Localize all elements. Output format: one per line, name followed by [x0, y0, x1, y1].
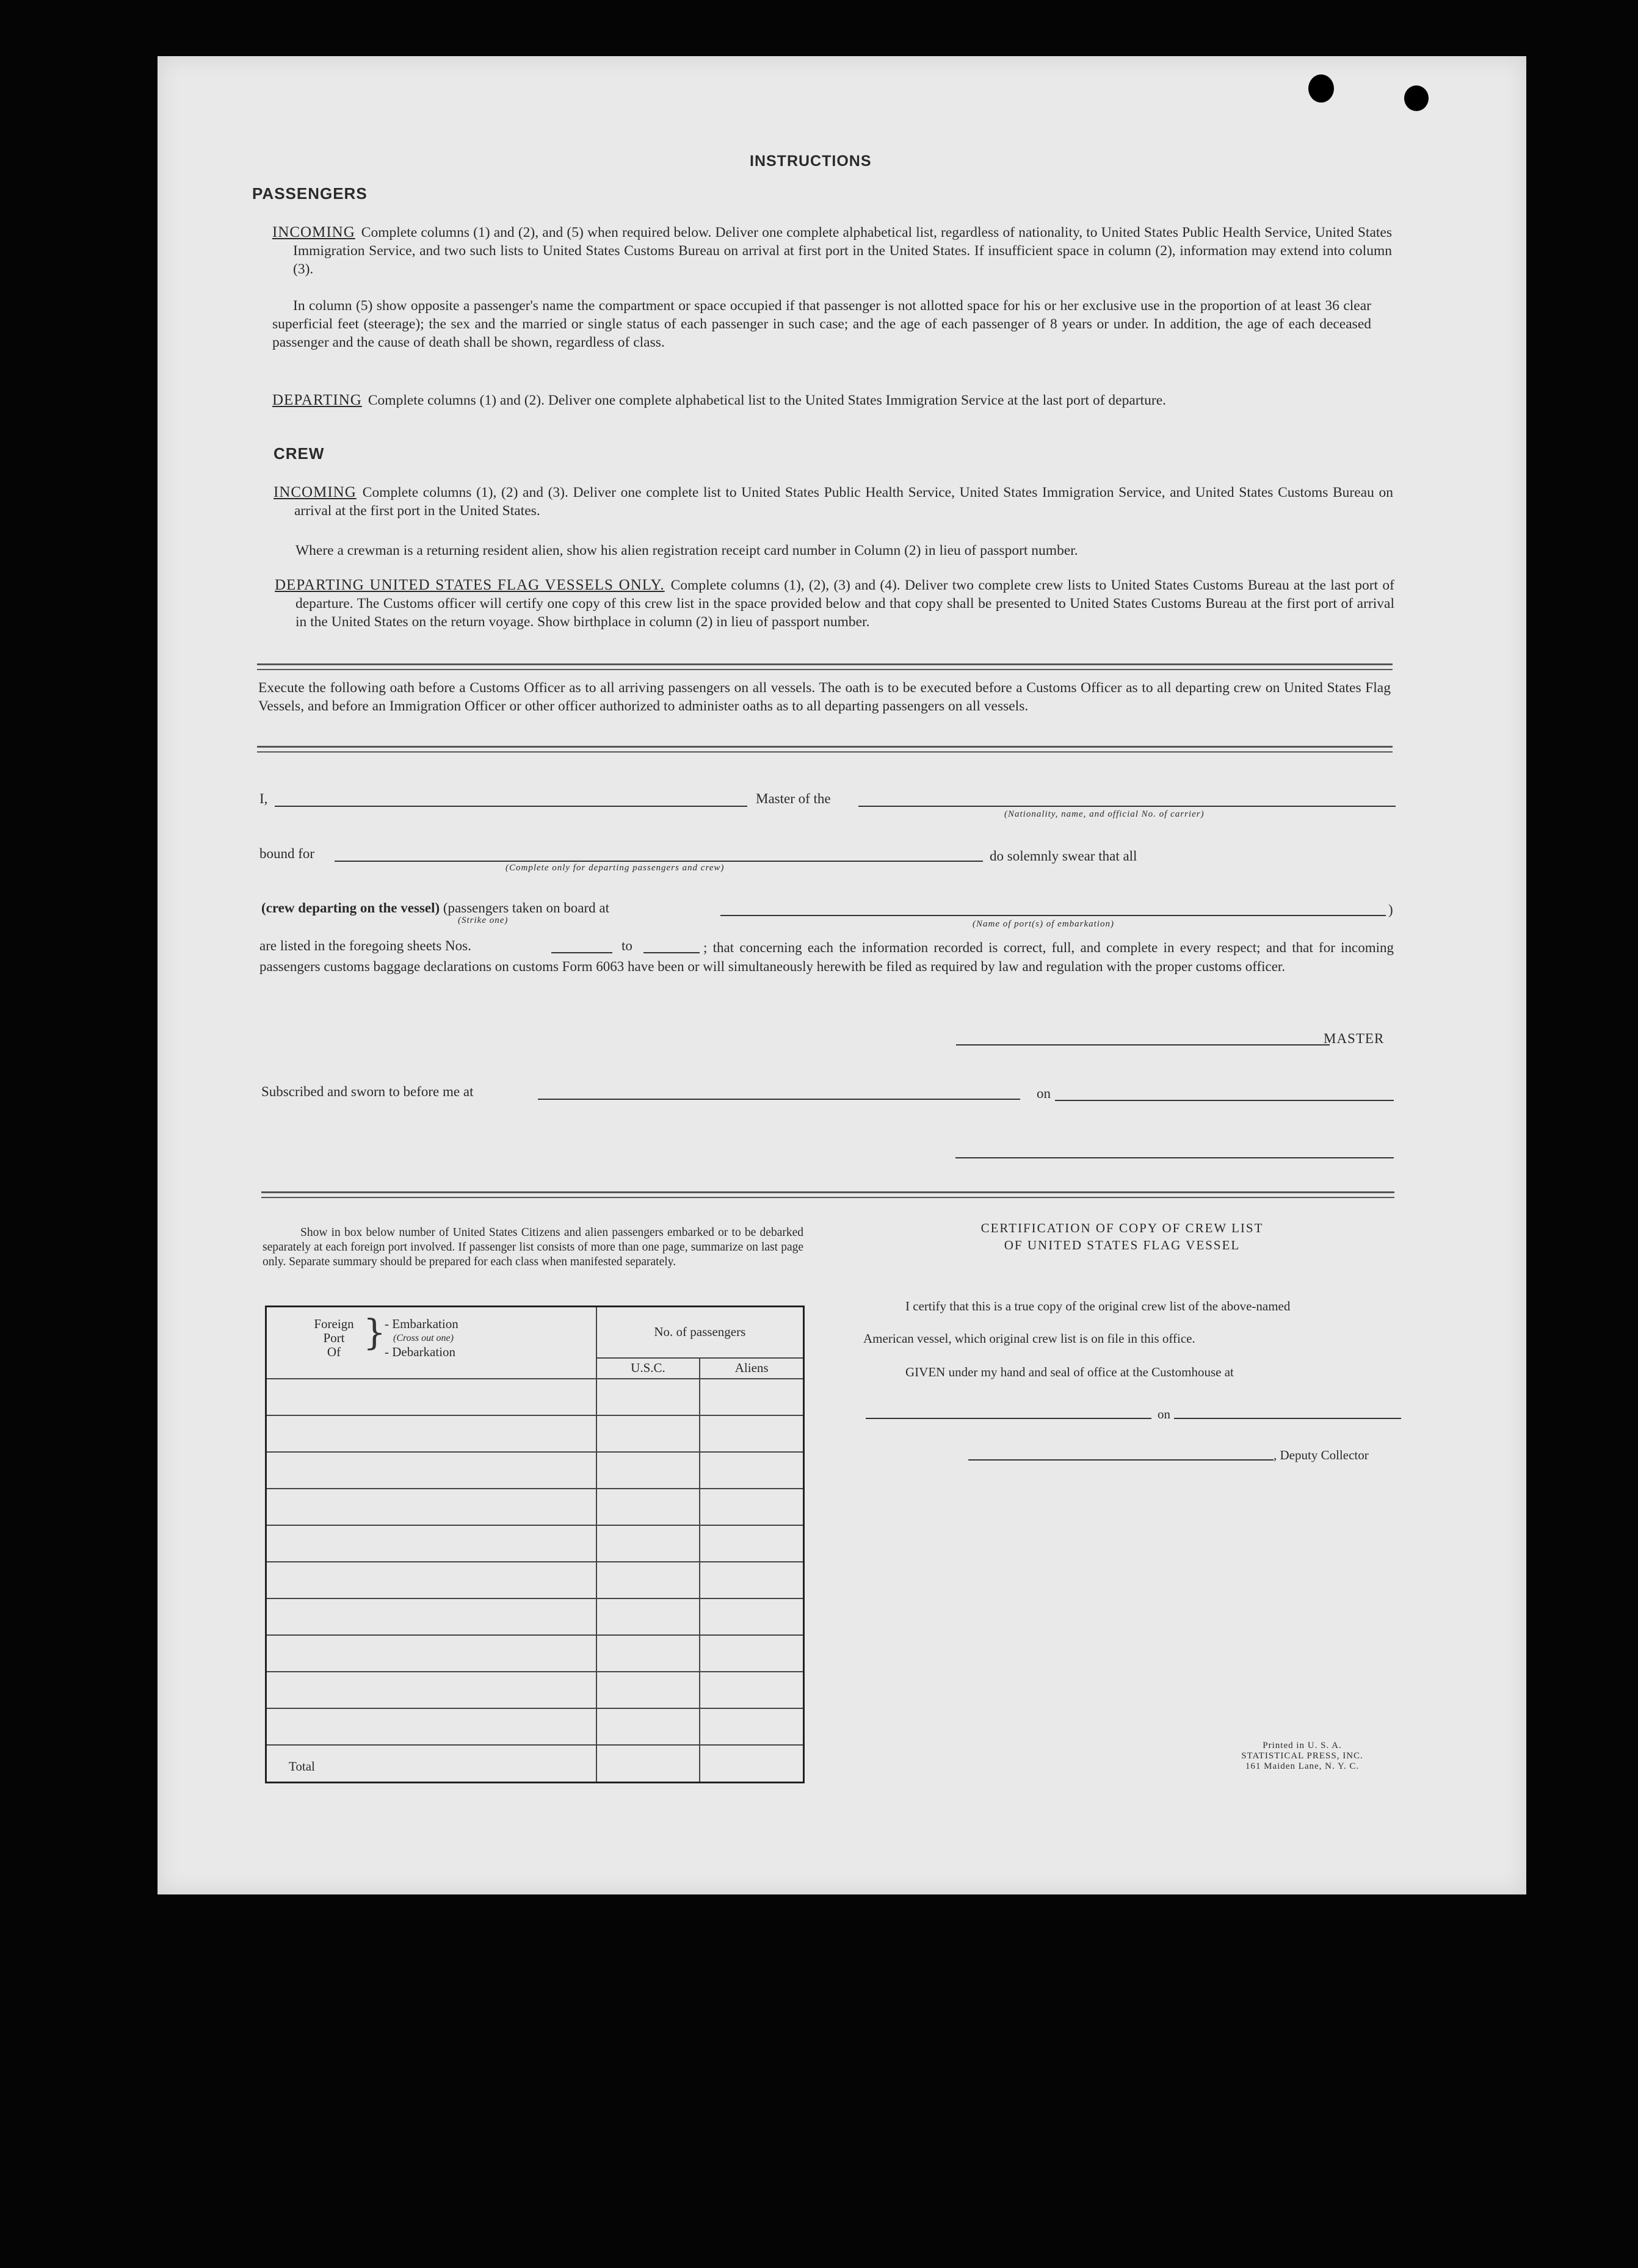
- deputy-collector-label: , Deputy Collector: [1274, 1448, 1369, 1462]
- port-label: Port: [323, 1331, 345, 1345]
- crew-departing-label: DEPARTING UNITED STATES FLAG VESSELS ONLY.: [275, 577, 665, 593]
- crew-incoming-paragraph: [274, 483, 1393, 520]
- aliens-cell[interactable]: [700, 1635, 803, 1672]
- aliens-cell[interactable]: [700, 1489, 803, 1525]
- strike-one-caption: (Strike one): [458, 916, 509, 925]
- embarkation-ports-field[interactable]: [720, 915, 1386, 916]
- deputy-collector-signature-field[interactable]: [968, 1459, 1274, 1461]
- certification-line-2: American vessel, which original crew list is on file in this office.: [863, 1331, 1195, 1346]
- punch-hole: [1308, 74, 1334, 103]
- usc-cell[interactable]: [596, 1708, 700, 1745]
- usc-cell[interactable]: [596, 1489, 700, 1525]
- bound-for-field[interactable]: [335, 861, 983, 862]
- total-row: [266, 1745, 804, 1783]
- subscribed-label: Subscribed and sworn to before me at: [261, 1084, 474, 1099]
- of-label: Of: [327, 1345, 341, 1359]
- crew-resident-paragraph: Where a crewman is a returning resident alien, show his alien registration receipt card number in Column (2) in lieu of passport number.: [295, 543, 1078, 558]
- port-cell[interactable]: [266, 1708, 596, 1745]
- usc-total-cell[interactable]: [596, 1745, 700, 1783]
- passengers-heading: PASSENGERS: [252, 184, 368, 203]
- sworn-on-label: on: [1037, 1086, 1051, 1101]
- aliens-cell[interactable]: [700, 1562, 803, 1598]
- table-row: [266, 1525, 804, 1562]
- passengers-departing-paragraph: [272, 391, 1392, 410]
- usc-cell[interactable]: [596, 1562, 700, 1598]
- aliens-total-cell[interactable]: [700, 1745, 803, 1783]
- customhouse-field[interactable]: [866, 1418, 1151, 1419]
- ports-caption: (Name of port(s) of embarkation): [973, 919, 1114, 929]
- column5-paragraph: In column (5) show opposite a passenger's name the compartment or space occupied if that passenger is not allotted space for his or her exclusive use in the proportion of at least 36 clear superficial feet (steerage); the sex and the married or single status of each passenger in such case; and the age of each passenger of 8 years or under. In addition, the age of each deceased passenger and the cause of death shall be shown, regardless of class.: [272, 298, 1371, 350]
- aliens-cell[interactable]: [700, 1452, 803, 1489]
- table-row: [266, 1452, 804, 1489]
- crew-departing-option[interactable]: (crew departing on the vessel): [261, 900, 440, 916]
- aliens-cell[interactable]: [700, 1415, 803, 1452]
- crew-incoming-text: Complete columns (1), (2) and (3). Deliver one complete list to United States Public Health Service, United States Immigration Service, and United States Customs Bureau on arrival at the first port in the United States.: [294, 485, 1393, 519]
- crew-heading: CREW: [274, 444, 325, 463]
- aliens-header: [700, 1358, 803, 1379]
- port-header-cell: [266, 1307, 596, 1379]
- usc-label: U.S.C.: [631, 1360, 665, 1375]
- certification-heading-1: CERTIFICATION OF COPY OF CREW LIST: [980, 1221, 1264, 1235]
- summary-note: Show in box below number of United States Citizens and alien passengers embarked or to be debarked separately at each foreign port involved. If passenger list consists of more than one page, summarize on last page only. Separate summary should be prepared for each class when manifested separately.: [263, 1226, 803, 1268]
- master-label: MASTER: [1324, 1031, 1385, 1046]
- passengers-incoming-text: Complete columns (1) and (2), and (5) when required below. Deliver one complete alphabetical list, regardless of nationality, to United States Public Health Service, United States Immigration Service, and two such lists to United States Customs Bureau on arrival at first port in the United States. If insufficient space in column (2), information may extend into column (3).: [293, 225, 1392, 277]
- crew-departing-paragraph: [275, 576, 1394, 631]
- table-row: [266, 1708, 804, 1745]
- no-of-passengers-label: No. of passengers: [654, 1324, 746, 1340]
- no-of-passengers-header: [596, 1307, 804, 1358]
- page-title: INSTRUCTIONS: [750, 153, 872, 170]
- bound-caption: (Complete only for departing passengers and crew): [506, 863, 725, 873]
- bound-for-label: bound for: [259, 846, 315, 861]
- section-divider: [261, 1191, 1394, 1198]
- table-row: [266, 1379, 804, 1415]
- usc-cell[interactable]: [596, 1635, 700, 1672]
- printer-imprint: [1214, 1741, 1391, 1772]
- passengers-departing-label: DEPARTING: [272, 392, 362, 408]
- sworn-place-field[interactable]: [538, 1099, 1020, 1100]
- usc-cell[interactable]: [596, 1672, 700, 1708]
- passengers-departing-text: Complete columns (1) and (2). Deliver one complete alphabetical list to the United States Immigration Service at the last port of departure.: [368, 392, 1166, 408]
- officer-signature-field[interactable]: [955, 1157, 1394, 1158]
- embarkation-option[interactable]: - Embarkation: [385, 1316, 458, 1331]
- port-cell[interactable]: [266, 1525, 596, 1562]
- total-label-cell: [266, 1745, 596, 1783]
- passengers-incoming-paragraph: [272, 223, 1392, 278]
- foreign-label: Foreign: [314, 1316, 354, 1331]
- swear-label: do solemnly swear that all: [990, 848, 1137, 864]
- master-of-label: Master of the: [756, 791, 831, 806]
- aliens-cell[interactable]: [700, 1379, 803, 1415]
- port-cell[interactable]: [266, 1598, 596, 1635]
- port-cell[interactable]: [266, 1452, 596, 1489]
- table-row: [266, 1489, 804, 1525]
- carrier-field[interactable]: [858, 806, 1396, 807]
- section-divider: [257, 663, 1393, 670]
- aliens-cell[interactable]: [700, 1708, 803, 1745]
- master-name-field[interactable]: [275, 806, 747, 807]
- aliens-cell[interactable]: [700, 1672, 803, 1708]
- total-label: Total: [289, 1759, 315, 1774]
- printer-line-3: 161 Maiden Lane, N. Y. C.: [1245, 1761, 1360, 1771]
- listed-to-label: to: [621, 938, 632, 953]
- port-cell[interactable]: [266, 1562, 596, 1598]
- certification-line-1: I certify that this is a true copy of the original crew list of the above-named: [905, 1299, 1291, 1313]
- certification-on: on: [1158, 1407, 1170, 1421]
- aliens-cell[interactable]: [700, 1525, 803, 1562]
- certification-heading-2: OF UNITED STATES FLAG VESSEL: [1004, 1238, 1241, 1252]
- carrier-caption: (Nationality, name, and official No. of carrier): [1004, 809, 1205, 819]
- port-cell[interactable]: [266, 1489, 596, 1525]
- aliens-cell[interactable]: [700, 1598, 803, 1635]
- sworn-date-field[interactable]: [1055, 1100, 1394, 1101]
- usc-cell[interactable]: [596, 1525, 700, 1562]
- oath-line-3: [261, 900, 609, 916]
- printer-line-1: Printed in U. S. A.: [1263, 1741, 1342, 1750]
- passengers-taken-option[interactable]: (passengers taken on board at: [443, 900, 609, 916]
- aliens-label: Aliens: [734, 1360, 769, 1375]
- table-row: [266, 1415, 804, 1452]
- oath-intro-paragraph: Execute the following oath before a Customs Officer as to all arriving passengers on all vessels. The oath is to be executed before a Customs Officer as to all departing crew on United States Flag Vessels, and before an Immigration Officer or other officer authorized to administer oaths as to all departing passengers on all vessels.: [258, 680, 1391, 714]
- oath-body-text: [259, 938, 1394, 976]
- table-row: [266, 1635, 804, 1672]
- passenger-summary-table: [265, 1306, 805, 1783]
- port-cell[interactable]: [266, 1379, 596, 1415]
- debarkation-option[interactable]: - Debarkation: [385, 1345, 456, 1359]
- table-row: [266, 1672, 804, 1708]
- table-row: [266, 1562, 804, 1598]
- port-cell[interactable]: [266, 1635, 596, 1672]
- oath-i-label: I,: [259, 791, 268, 806]
- usc-cell[interactable]: [596, 1598, 700, 1635]
- usc-header: [596, 1358, 700, 1379]
- crew-departing-text: Complete columns (1), (2), (3) and (4). Deliver two complete crew lists to United States Customs Bureau at the last port of departure. The Customs officer will certify one copy of this crew list in the space provided below and that copy shall be presented to United States Customs Bureau at the first port of arrival in the United States on the return voyage. Show birthplace in column (2) in lieu of passport number.: [295, 577, 1394, 630]
- brace-icon: }: [363, 1312, 386, 1353]
- usc-cell[interactable]: [596, 1452, 700, 1489]
- certification-date-field[interactable]: [1174, 1418, 1401, 1419]
- oath-body-text-content: ; that concerning each the information recorded is correct, full, and complete in every respect; and that for incoming passengers customs baggage declarations on customs Form 6063 have been or will simultaneously herewith be filed as required by law and regulation with the proper customs officer.: [259, 940, 1394, 974]
- section-divider: [257, 746, 1393, 753]
- cross-out-caption: (Cross out one): [393, 1333, 454, 1343]
- master-signature-field[interactable]: [956, 1044, 1330, 1046]
- crew-incoming-label: INCOMING: [274, 484, 357, 500]
- usc-cell[interactable]: [596, 1415, 700, 1452]
- passengers-incoming-label: INCOMING: [272, 224, 355, 240]
- certification-given: GIVEN under my hand and seal of office at the Customhouse at: [905, 1365, 1234, 1379]
- form-sheet: [158, 56, 1526, 1894]
- port-cell[interactable]: [266, 1415, 596, 1452]
- punch-hole: [1404, 85, 1429, 111]
- port-cell[interactable]: [266, 1672, 596, 1708]
- close-paren: ): [1388, 902, 1393, 917]
- usc-cell[interactable]: [596, 1379, 700, 1415]
- printer-line-2: STATISTICAL PRESS, INC.: [1241, 1751, 1363, 1761]
- listed-label: are listed in the foregoing sheets Nos.: [259, 938, 471, 953]
- table-row: [266, 1598, 804, 1635]
